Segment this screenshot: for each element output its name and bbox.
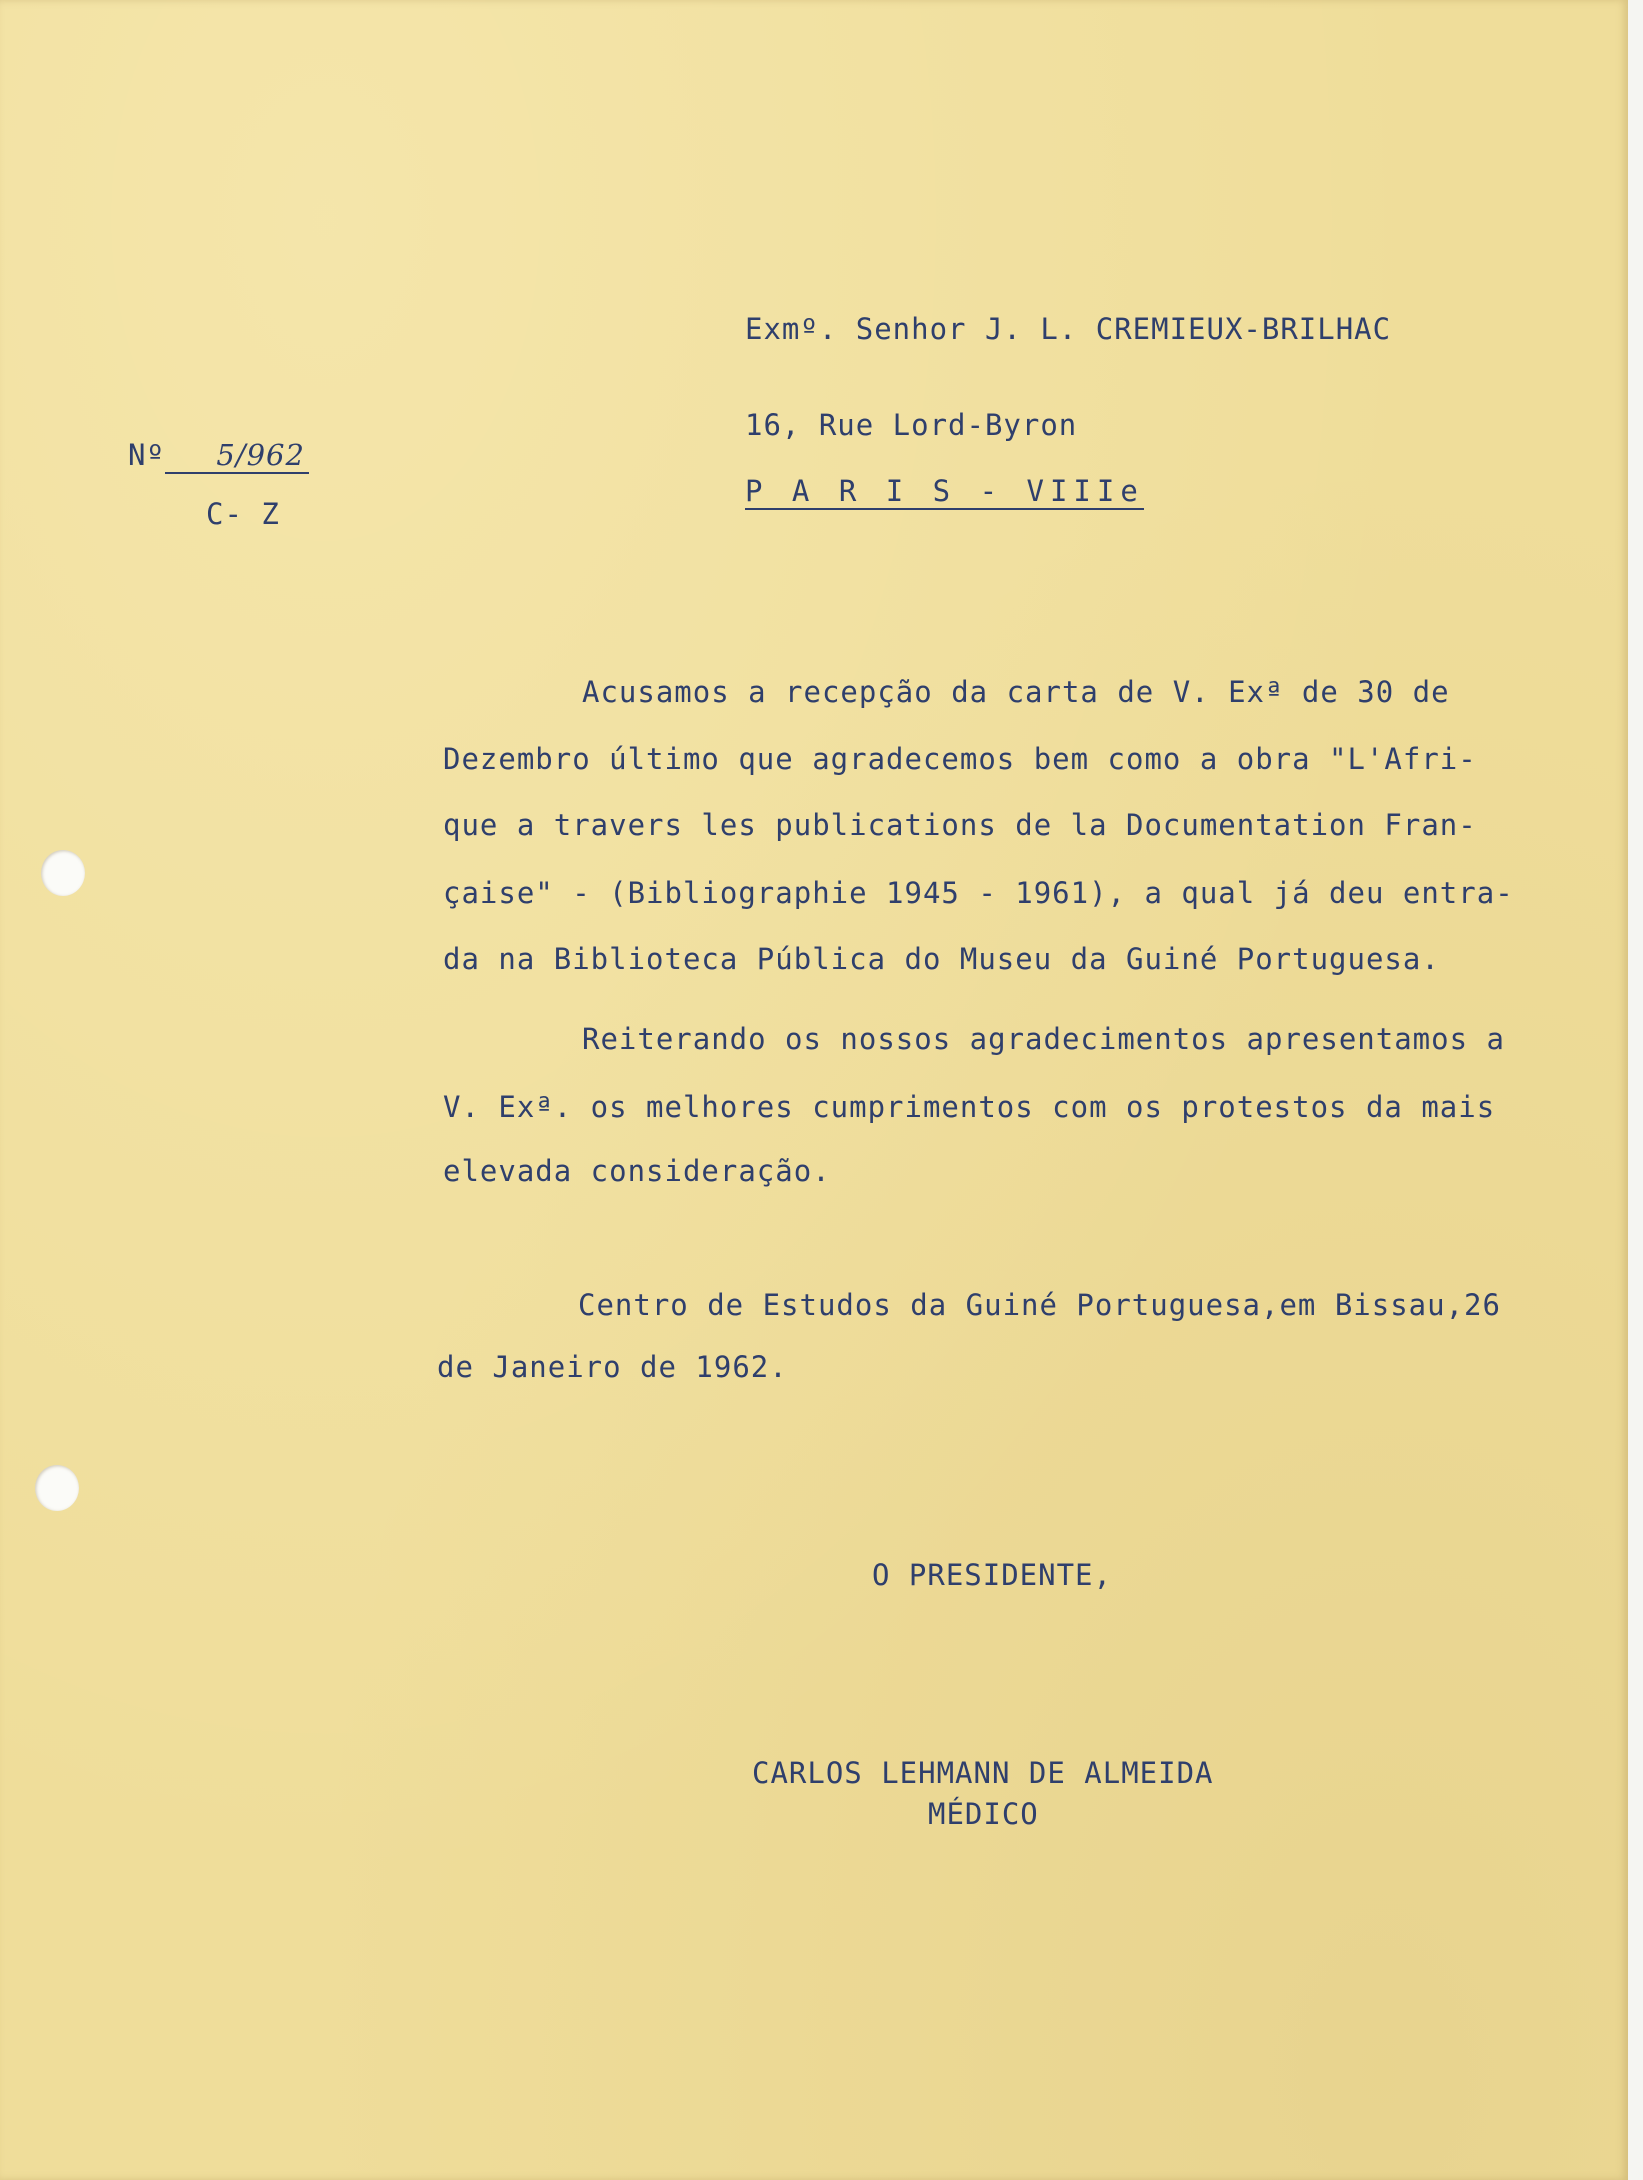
body-line: Reiterando os nossos agradecimentos apresentamos a (582, 1022, 1505, 1056)
punch-hole-lower (35, 1465, 79, 1511)
reference-number-prefix: Nº (128, 438, 165, 472)
reference-number-value: 5/962 (165, 438, 309, 474)
signature-title: O PRESIDENTE, (872, 1558, 1112, 1592)
signature-role: MÉDICO (928, 1797, 1039, 1831)
body-line: çaise" - (Bibliographie 1945 - 1961), a qual já deu entra- (443, 876, 1514, 910)
reference-code: C- Z (206, 497, 280, 531)
signature-name: CARLOS LEHMANN DE ALMEIDA (752, 1756, 1214, 1790)
addressee-city: P A R I S - VIIIe (745, 474, 1144, 508)
body-line: Centro de Estudos da Guiné Portuguesa,em Bissau,26 (578, 1288, 1501, 1322)
punch-hole-upper (41, 850, 85, 896)
body-line: Dezembro último que agradecemos bem como a obra "L'Afri- (443, 742, 1477, 776)
addressee-street: 16, Rue Lord-Byron (745, 408, 1078, 442)
body-line: que a travers les publications de la Documentation Fran- (443, 808, 1477, 842)
body-line: elevada consideração. (443, 1154, 831, 1188)
addressee-name: Exmº. Senhor J. L. CREMIEUX-BRILHAC (745, 312, 1392, 346)
body-line: V. Exª. os melhores cumprimentos com os protestos da mais (443, 1090, 1496, 1124)
reference-number (128, 438, 309, 474)
body-line: Acusamos a recepção da carta de V. Exª de 30 de (582, 675, 1450, 709)
body-line: de Janeiro de 1962. (437, 1350, 788, 1384)
scan-margin (1628, 0, 1643, 2180)
body-line: da na Biblioteca Pública do Museu da Guiné Portuguesa. (443, 942, 1440, 976)
